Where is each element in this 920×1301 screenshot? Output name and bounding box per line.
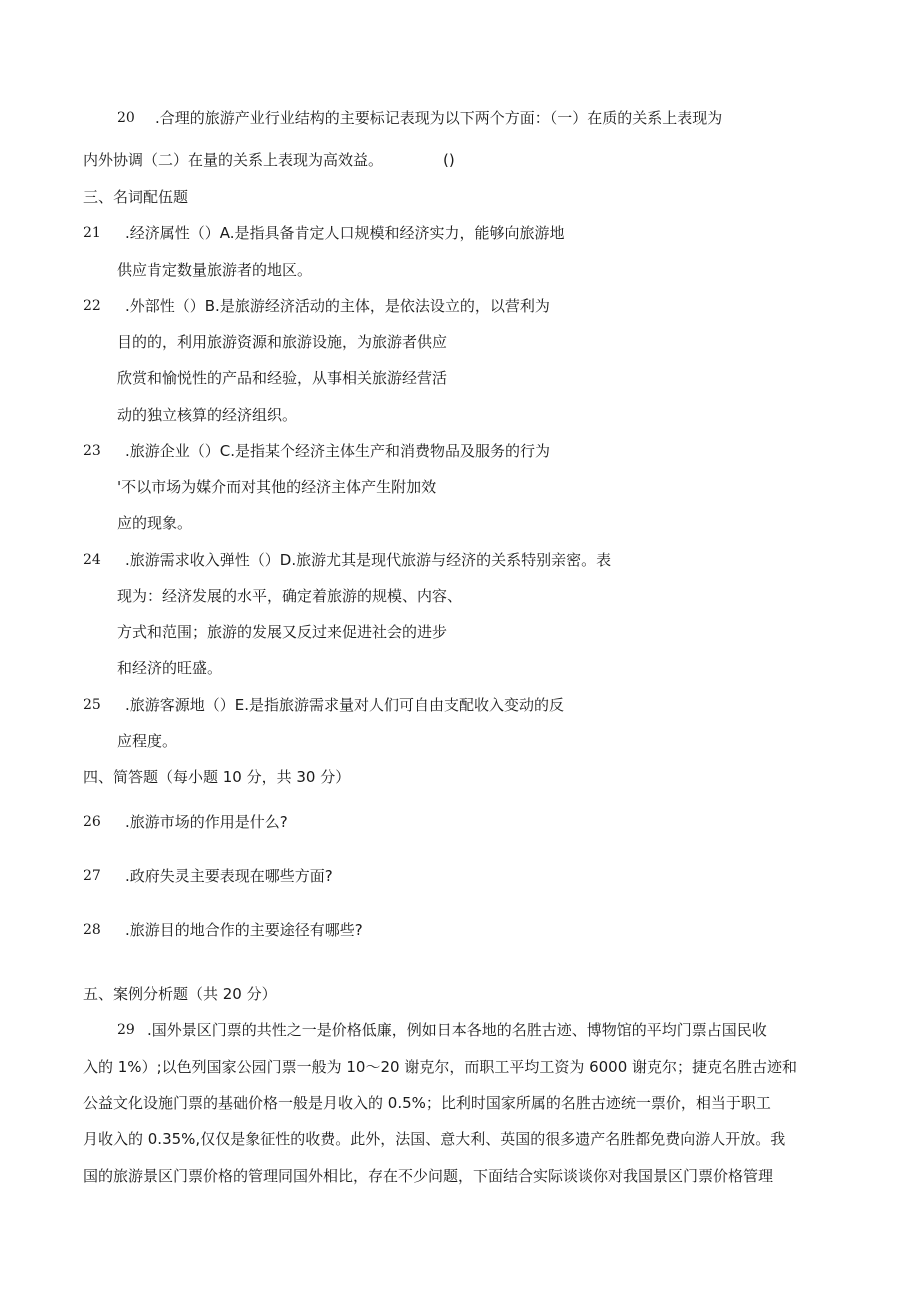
question-number: 27: [83, 868, 101, 884]
question-text: .旅游目的地合作的主要途径有哪些?: [125, 921, 363, 939]
question-text: .经济属性（）A.是指具备肯定人口规模和经济实力，能够向旅游地: [125, 224, 565, 242]
question-number: 24: [83, 552, 101, 568]
question-text: .合理的旅游产业行业结构的主要标记表现为以下两个方面：（一）在质的关系上表现为: [155, 109, 723, 127]
section-heading: 五、案例分析题（共 20 分）: [83, 985, 277, 1003]
answer-blank: (): [443, 151, 455, 169]
question-text: .国外景区门票的共性之一是价格低廉，例如日本各地的名胜古迹、博物馆的平均门票占国民收: [147, 1021, 767, 1039]
question-text: .旅游客源地（）E.是指旅游需求量对人们可自由支配收入变动的反: [125, 696, 565, 714]
question-text: 国的旅游景区门票价格的管理同国外相比，存在不少问题，下面结合实际谈谈你对我国景区门票价格管理: [83, 1167, 774, 1185]
question-number: 29: [117, 1022, 135, 1038]
question-number: 25: [83, 697, 101, 713]
question-text: 应程度。: [117, 732, 178, 750]
section-heading: 三、名词配伍题: [83, 188, 189, 206]
question-text: 入的 1%）;以色列国家公园门票一般为 10～20 谢克尔，而职工平均工资为 6000 谢克尔；捷克名胜古迹和: [83, 1058, 798, 1076]
question-text: 应的现象。: [117, 514, 193, 532]
question-text: .旅游企业（）C.是指某个经济主体生产和消费物品及服务的行为: [125, 442, 551, 460]
question-text: 现为：经济发展的水平，确定着旅游的规模、内容、: [117, 587, 463, 605]
question-text: .外部性（）B.是旅游经济活动的主体，是依法设立的，以营利为: [125, 297, 550, 315]
question-text: .政府失灵主要表现在哪些方面?: [125, 867, 333, 885]
section-heading: 四、简答题（每小题 10 分，共 30 分）: [83, 768, 351, 786]
question-text: '不以市场为媒介而对其他的经济主体产生附加效: [117, 478, 437, 496]
question-text: 目的的，利用旅游资源和旅游设施，为旅游者供应: [117, 333, 448, 351]
question-number: 28: [83, 922, 101, 938]
question-text: 公益文化设施门票的基础价格一般是月收入的 0.5%；比利时国家所属的名胜古迹统一票价，相当于职工: [83, 1094, 771, 1112]
question-text: 供应肯定数量旅游者的地区。: [117, 261, 313, 279]
question-text: 欣赏和愉悦性的产品和经验，从事相关旅游经营活: [117, 369, 448, 387]
question-number: 26: [83, 814, 101, 830]
question-text: 方式和范围；旅游的发展又反过来促进社会的进步: [117, 623, 448, 641]
question-number: 21: [83, 225, 101, 241]
question-text: .旅游市场的作用是什么?: [125, 813, 288, 831]
question-text: 和经济的旺盛。: [117, 659, 223, 677]
question-text: 内外协调（二）在量的关系上表现为高效益。: [83, 151, 384, 169]
question-number: 23: [83, 443, 101, 459]
question-text: .旅游需求收入弹性（）D.旅游尤其是现代旅游与经济的关系特别亲密。表: [125, 551, 612, 569]
question-text: 月收入的 0.35%,仅仅是象征性的收费。此外，法国、意大利、英国的很多遗产名胜都免费向游人开放。我: [83, 1130, 786, 1148]
question-text: 动的独立核算的经济组织。: [117, 406, 298, 424]
question-number: 22: [83, 298, 101, 314]
question-number: 20: [117, 110, 135, 126]
